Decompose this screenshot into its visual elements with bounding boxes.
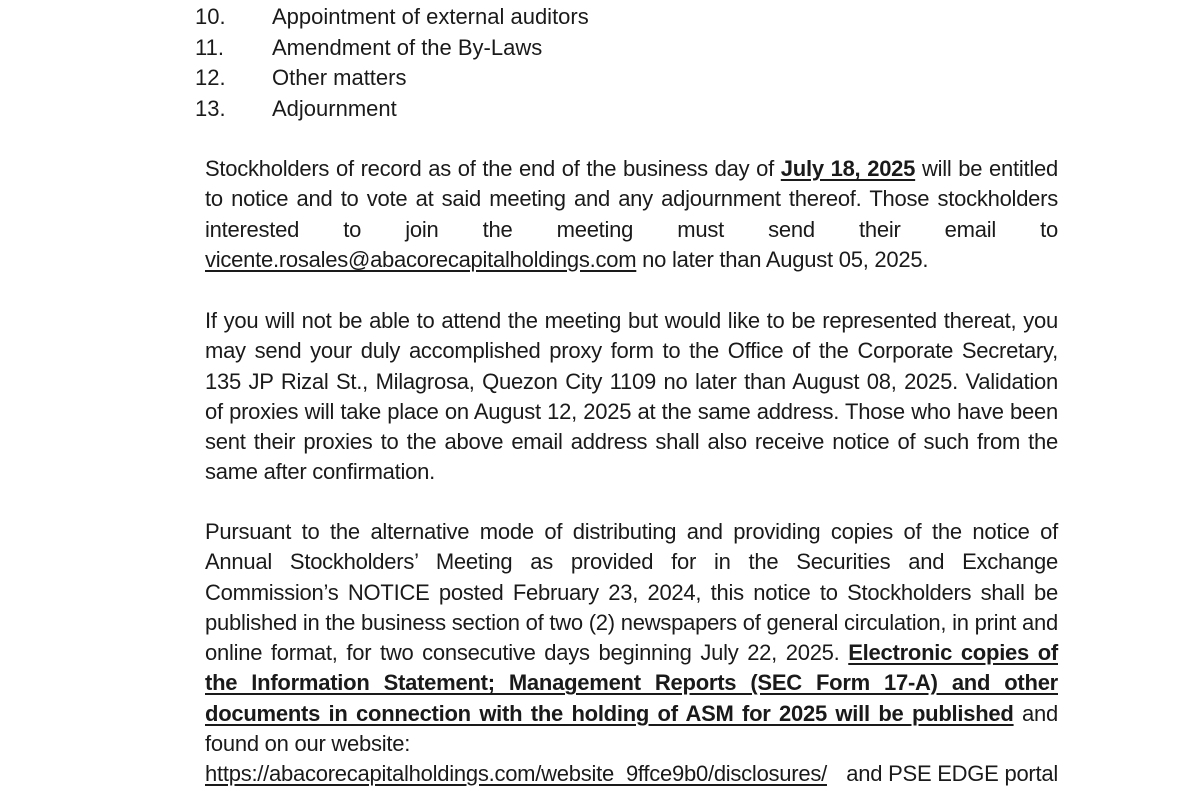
agenda-item <box>195 63 589 94</box>
agenda-item <box>195 94 589 125</box>
electronic-copies-notice: Electronic copies of the Information Statement; Management Reports (SEC Form 17-A) and other documents in connection with the holding of ASM for 2025 will be published <box>205 640 1058 726</box>
agenda-item-text: Amendment of the By-Laws <box>272 34 543 60</box>
record-middle-text: will be entitled to notice and to vote at said meeting and any adjournment thereof. Those stockholders interested to join the meeting must send their email to <box>205 156 1058 242</box>
agenda-item-number: 13. <box>195 95 226 121</box>
record-deadline-text: no later than August 05, 2025. <box>636 246 929 272</box>
agenda-item <box>195 2 589 33</box>
pse-edge-text: and PSE EDGE portal <box>846 761 1058 787</box>
agenda-item-number: 11. <box>195 34 224 60</box>
website-line <box>205 759 1058 789</box>
record-intro-text: Stockholders of record as of the end of the business day of <box>205 156 781 181</box>
record-date: July 18, 2025 <box>780 156 916 181</box>
website-lead-text: and found on our website: <box>205 700 1058 757</box>
agenda-item-text: Adjournment <box>272 95 397 121</box>
agenda-item-text: Appointment of external auditors <box>272 4 589 29</box>
proxy-paragraph: If you will not be able to attend the meeting but would like to be represented thereat, you may send your duly accomplished proxy form to the Office of the Corporate Secretary, 135 JP Rizal St., Milagrosa, Quezon City 1109 no later than August 08, 2025. Validation of proxies will take place on August 12, 2025 at the same address. Those who have been sent their proxies to the above email address shall also receive notice of such from the same after confirmation. <box>205 308 1058 485</box>
agenda-list <box>195 2 589 124</box>
record-date-paragraph <box>205 154 1058 275</box>
agenda-item-number: 10. <box>195 4 226 29</box>
agenda-item-number: 12. <box>195 65 226 90</box>
distribution-intro-text: Pursuant to the alternative mode of distributing and providing copies of the notice of Annual Stockholders’ Meeting as provided for in the Securities and Exchange Commission’s NOTICE posted February 23, 2024, this notice to Stockholders shall be published in the business section of two (2) newspapers of general circulation, in print and online format, for two consecutive days beginning July 22, 2025. <box>205 519 1058 666</box>
website-link[interactable]: https://abacorecapitalholdings.com/website_9ffce9b0/disclosures/ <box>205 761 827 787</box>
email-link[interactable]: vicente.rosales@abacorecapitalholdings.com <box>205 246 637 272</box>
agenda-item <box>195 33 589 64</box>
agenda-item-text: Other matters <box>272 65 407 90</box>
distribution-paragraph <box>205 517 1058 790</box>
